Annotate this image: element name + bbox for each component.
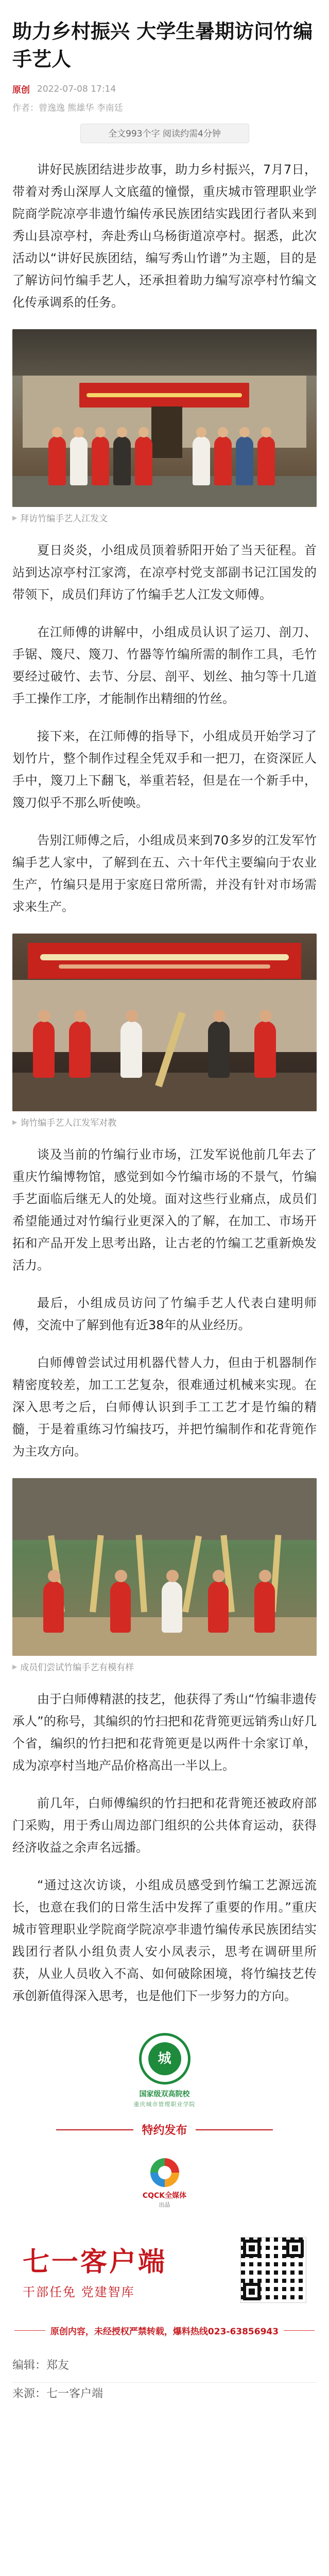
publish-time: 2022-07-08 17:14 <box>37 83 116 94</box>
paragraph: “通过这次访谈，小组成员感受到竹编工艺源远流长，也意在我们的日常生活中发挥了重要的作用。”重庆城市管理职业学院商学院凉亭非遗竹编传承民族团结实践团行者队小组负责人安小凤表示，思考在调研里所获，从业人员收入不高、如何破除困境，将竹编技艺传承创新值得深入思考，也是他们下一步努力的方向。 <box>12 1878 317 2003</box>
brand-slogan: 干部任免 党建智库 <box>23 2285 135 2299</box>
divider-line <box>196 2129 273 2130</box>
editor-info <box>12 2354 317 2405</box>
university-name: 国家级双高院校 <box>139 2090 190 2098</box>
photo-brooms <box>12 1478 317 1656</box>
paragraph: 谈及当前的竹编行业市场，江发军说他前几年去了重庆竹编博物馆，感觉到如今竹编市场的不景气，竹编手艺面临后继无人的处境。面对这些行业痛点，成员们希望能通过对竹编行业更深入的了解，在加工、市场开拓和产品开发上思考出路，让古老的竹编工艺重新焕发活力。 <box>12 1147 317 1273</box>
cqck-logo-icon <box>150 2158 179 2187</box>
article-title: 助力乡村振兴 大学生暑期访问竹编手艺人 <box>12 20 313 71</box>
caption-triangle-icon: ▶ <box>12 514 18 521</box>
brand-text-block <box>23 2240 167 2300</box>
special-release-divider <box>12 2122 317 2138</box>
paragraph: 告别江师傅之后，小组成员来到70多岁的江发军竹编手艺人家中，了解到在五、六十年代主要编向于农业生产，竹编只是用于家庭日常所需，并没有针对市场需求来生产。 <box>12 833 317 914</box>
author-line: 作者：曾逸逸 熊雄华 李南廷 <box>12 103 123 113</box>
university-logo-block <box>12 2033 317 2108</box>
university-subtitle: 重庆城市管理职业学院 <box>133 2101 196 2108</box>
article-meta <box>12 82 317 95</box>
paragraph: 接下来，在江师傅的指导下，小组成员开始学习了划竹片，整个制作过程全凭双手和一把刀，在资深匠人手中，篾刀上下翻飞，举重若轻，但是在一个新手中，篾刀似乎不那么听使唤。 <box>12 729 317 810</box>
photo-caption: ▶ 成员们尝试竹编手艺有模有样 <box>12 1663 134 1673</box>
paragraph: 讲好民族团结进步故事，助力乡村振兴，7月7日，带着对秀山深厚人文底蕴的憧憬，重庆城市管理职业学院商学院凉亭非遗竹编传承民族团结实践团行者队来到秀山县凉亭村，奔赴秀山乌杨街道凉亭村。据悉，此次活动以“讲好民族团结，编写秀山竹谱”为主题，目的是了解访问竹编手艺人，还承担着助力编写凉亭村竹编文化传承调系的任务。 <box>12 162 317 310</box>
paragraph: 由于白师傅精湛的技艺，他获得了秀山“竹编非遗传承人”的称号，其编织的竹扫把和花背篼更远销秀山好几个省，编织的竹扫把和花背篼更是以两件十余家订单，成为凉亭村当地产品价格高出一半以上。 <box>12 1692 317 1773</box>
app-promo-banner[interactable] <box>12 2231 317 2309</box>
source-line: 来源：七一客户端 <box>12 2387 103 2400</box>
photo-caption: ▶ 拜访竹编手艺人江发文 <box>12 514 108 524</box>
caption-triangle-icon: ▶ <box>12 1118 18 1126</box>
brand-name: 七一客户端 <box>23 2246 167 2278</box>
paragraph: 最后，小组成员访问了竹编手艺人代表白建明师傅，交流中了解到他有近38年的从业经历。 <box>12 1296 317 1332</box>
copyright-notice: 原创内容，未经授权严禁转载，爆料热线023-63856943 <box>12 2324 317 2337</box>
paragraph: 白师傅曾尝试过用机器代替人力，但由于机器制作精密度较差，加工工艺复杂，很难通过机械来实现。在深入思考之后，白师傅认识到手工工艺才是竹编的精髓，于是着重练习竹编技巧，并把竹编制作和花背篼作为主攻方向。 <box>12 1355 317 1459</box>
media-logo-block <box>12 2158 317 2209</box>
media-name: CQCK全媒体 <box>142 2192 187 2200</box>
special-release-label: 特约发布 <box>142 2124 187 2137</box>
qr-code-icon[interactable] <box>240 2237 306 2303</box>
university-logo: 城 <box>139 2033 191 2084</box>
divider-line <box>56 2129 133 2130</box>
read-info-box: 全文993个字 阅读约需4分钟 <box>80 124 249 143</box>
editor-name: 编辑：郑友 <box>12 2359 70 2372</box>
source-label[interactable]: 原创 <box>12 85 30 95</box>
paragraph: 夏日炎炎，小组成员顶着骄阳开始了当天征程。首站到达凉亭村江家湾，在凉亭村党支部副书记江国发的带领下，成员们拜访了竹编手艺人江发文师傅。 <box>12 543 317 602</box>
divider-line <box>284 2330 315 2331</box>
caption-triangle-icon: ▶ <box>12 1663 18 1670</box>
photo-interview <box>12 934 317 1111</box>
paragraph: 在江师傅的讲解中，小组成员认识了运刀、剖刀、手锯、篾尺、篾刀、竹器等竹编所需的制作工具，毛竹要经过破竹、去节、分层、剖平、划丝、抽匀等十几道手工操作工序，才能制作出精细的竹丝。 <box>12 625 317 706</box>
divider-line <box>14 2330 45 2331</box>
media-subtitle: 出品 <box>159 2201 170 2208</box>
photo-group-visit <box>12 329 317 507</box>
paragraph: 前几年，白师傅编织的竹扫把和花背篼还被政府部门采购，用于秀山周边部门组织的公共体育运动，获得经济收益之余声名远播。 <box>12 1796 317 1855</box>
photo-caption: ▶ 询竹编手艺人江发军对教 <box>12 1118 117 1128</box>
